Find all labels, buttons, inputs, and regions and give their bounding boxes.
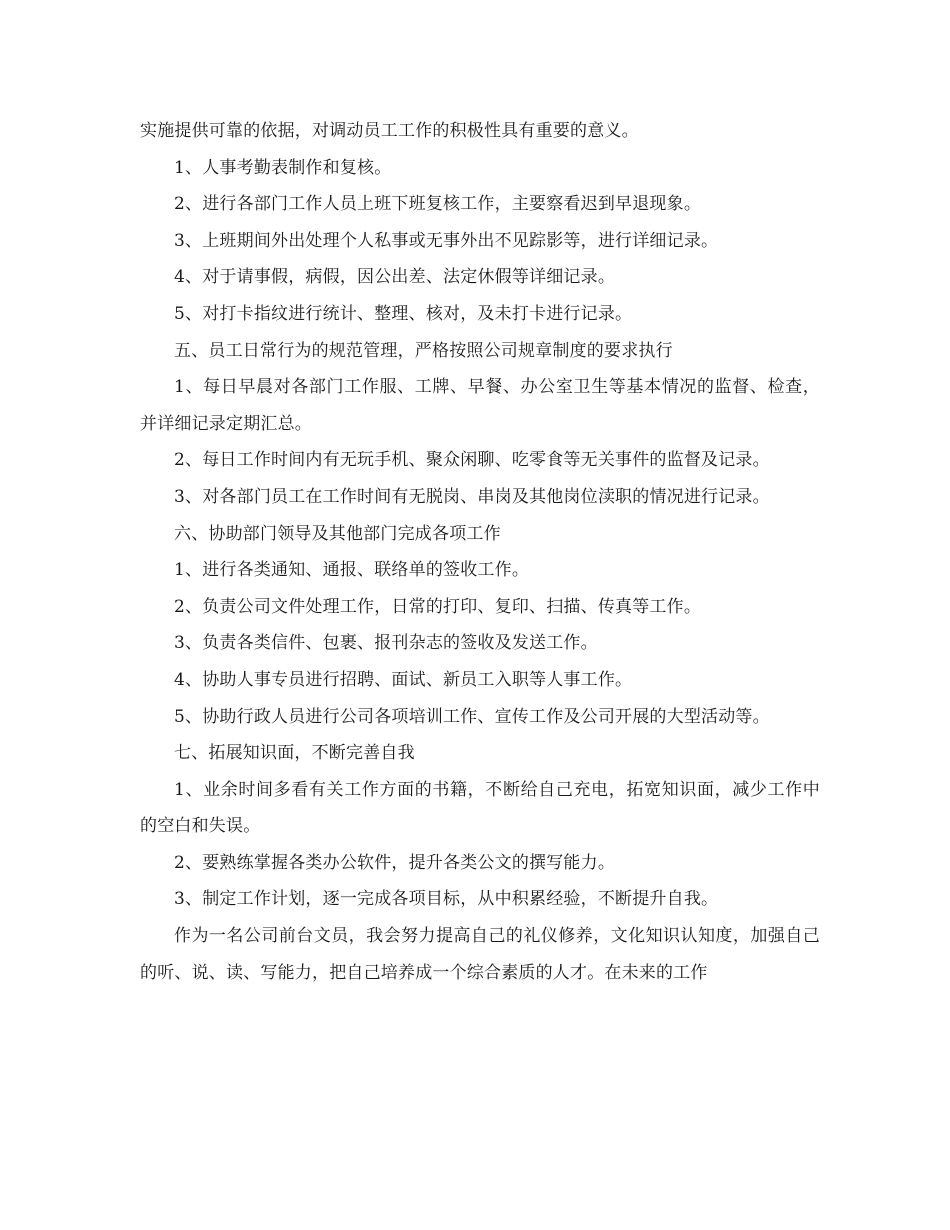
list-item-outing-record: 3、上班期间外出处理个人私事或无事外出不见踪影等，进行详细记录。 — [174, 230, 719, 251]
list-item-mail-handling: 3、负责各类信件、包裹、报刊杂志的签收及发送工作。 — [174, 633, 598, 654]
list-item-leave-record: 4、对于请事假，病假，因公出差、法定休假等详细记录。 — [174, 267, 616, 288]
list-item-attendance-sheet: 1、人事考勤表制作和复核。 — [174, 157, 392, 178]
list-item-post-absence: 3、对各部门员工在工作时间有无脱岗、串岗及其他岗位渎职的情况进行记录。 — [174, 486, 770, 507]
paragraph-continuation: 实施提供可靠的依据，对调动员工工作的积极性具有重要的意义。 — [140, 121, 639, 141]
list-item-work-plan: 3、制定工作计划，逐一完成各项目标，从中积累经验，不断提升自我。 — [174, 889, 719, 910]
list-item-office-software: 2、要熟练掌握各类办公软件，提升各类公文的撰写能力。 — [174, 852, 616, 873]
list-item-reading: 1、业余时间多看有关工作方面的书籍，不断给自己充电，拓宽知识面，减少工作中的空白和失误。 — [140, 779, 820, 837]
section-heading-7: 七、拓展知识面，不断完善自我 — [174, 743, 415, 764]
section-heading-5: 五、员工日常行为的规范管理，严格按照公司规章制度的要求执行 — [174, 340, 673, 361]
list-item-worktime-supervision: 2、每日工作时间内有无玩手机、聚众闲聊、吃零食等无关事件的监督及记录。 — [174, 450, 770, 471]
list-item-training-assist: 5、协助行政人员进行公司各项培训工作、宣传工作及公司开展的大型活动等。 — [174, 706, 770, 727]
section-heading-6: 六、协助部门领导及其他部门完成各项工作 — [174, 523, 501, 544]
document-body — [140, 113, 820, 991]
list-item-morning-inspection: 1、每日早晨对各部门工作服、工牌、早餐、办公室卫生等基本情况的监督、检查，并详细记录定期汇总。 — [140, 377, 820, 434]
list-item-fingerprint-stats: 5、对打卡指纹进行统计、整理、核对，及未打卡进行记录。 — [174, 303, 633, 324]
list-item-document-processing: 2、负责公司文件处理工作，日常的打印、复印、扫描、传真等工作。 — [174, 596, 702, 617]
list-item-notice-signoff: 1、进行各类通知、通报、联络单的签收工作。 — [174, 560, 530, 581]
list-item-recruiting-assist: 4、协助人事专员进行招聘、面试、新员工入职等人事工作。 — [174, 669, 633, 690]
closing-paragraph: 作为一名公司前台文员，我会努力提高自己的礼仪修养，文化知识认知度，加强自己的听、说、读、写能力，把自己培养成一个综合素质的人才。在未来的工作 — [140, 926, 820, 983]
list-item-lateness-check: 2、进行各部门工作人员上班下班复核工作，主要察看迟到早退现象。 — [174, 194, 702, 215]
